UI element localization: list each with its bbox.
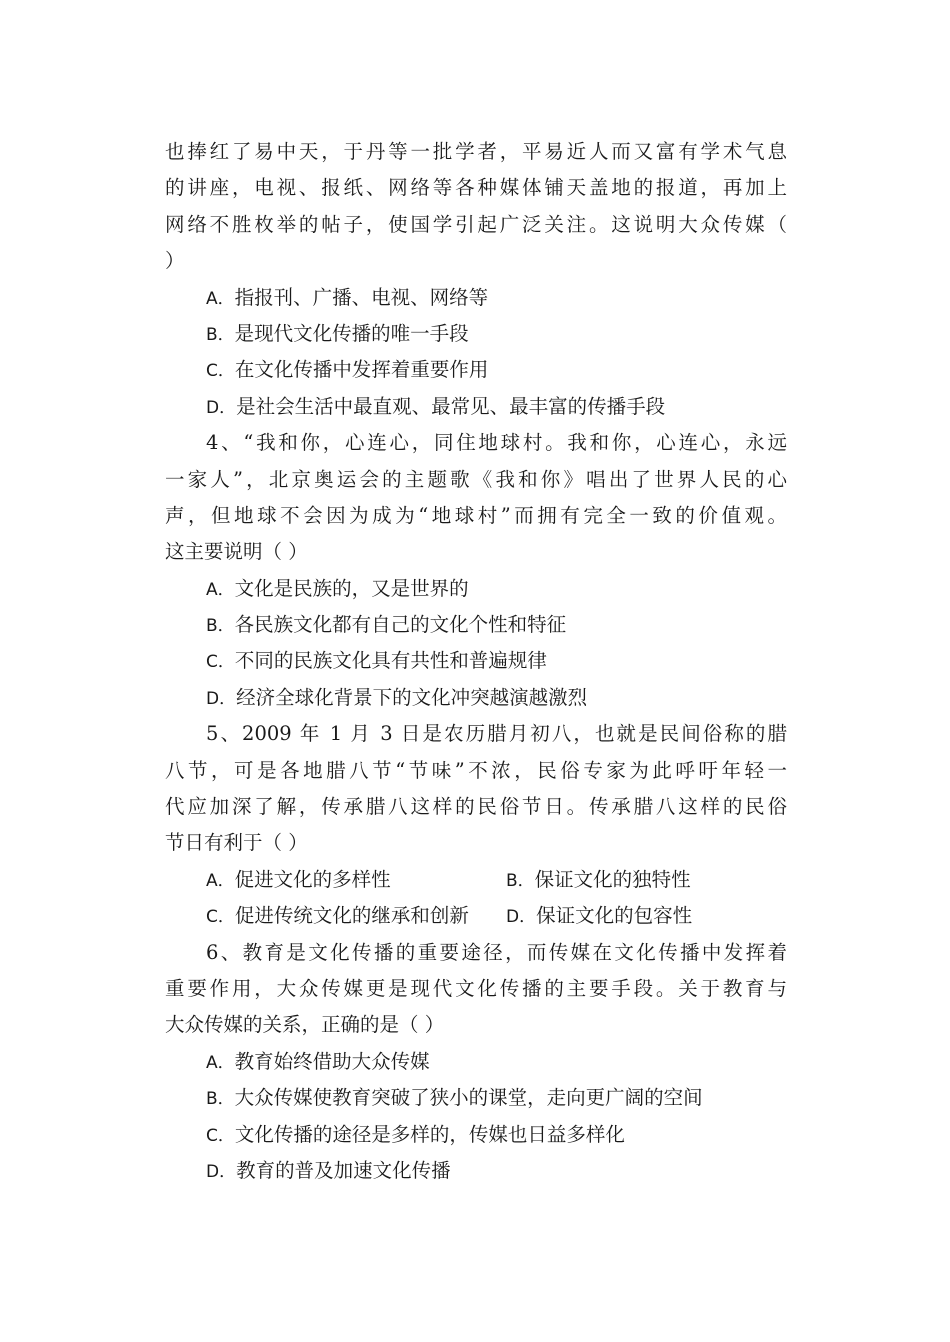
question-4-option-c: C．不同的民族文化具有共性和普遍规律: [206, 649, 547, 673]
question-4: [165, 425, 787, 716]
document-body: [165, 134, 787, 1189]
question-6-stem-line: 6、教育是文化传播的重要途径，而传媒在文化传播中发挥着: [206, 940, 787, 964]
question-3-stem-line: ）: [165, 249, 185, 273]
question-3-option-c: C．在文化传播中发挥着重要作用: [206, 358, 489, 382]
question-3-stem-line: 网络不胜枚举的帖子，使国学引起广泛关注。这说明大众传媒（: [165, 212, 787, 236]
question-3-stem-line: 也捧红了易中天，于丹等一批学者，平易近人而又富有学术气息: [165, 140, 787, 163]
question-5-stem-line: 代应加深了解，传承腊八这样的民俗节日。传承腊八这样的民俗: [165, 795, 787, 819]
question-4-option-d: D．经济全球化背景下的文化冲突越演越激烈: [206, 685, 588, 709]
question-5-options-row: [165, 898, 787, 934]
question-4-stem-line: 声，但地球不会因为成为“地球村”而拥有完全一致的价值观。: [165, 503, 787, 527]
question-5-stem-line: 节日有利于（ ）: [165, 831, 308, 855]
question-5-stem-line: 5、2009 年 1 月 3 日是农历腊月初八，也就是民间俗称的腊: [206, 722, 787, 746]
question-3-option-d: D．是社会生活中最直观、最常见、最丰富的传播手段: [206, 394, 666, 418]
question-5-option-c: C．促进传统文化的继承和创新: [206, 904, 469, 928]
question-3-stem-line: 的讲座，电视、报纸、网络等各种媒体铺天盖地的报道，再加上: [165, 176, 787, 200]
question-6-option-a: A．教育始终借助大众传媒: [206, 1049, 430, 1073]
question-4-stem-line: 一家人”，北京奥运会的主题歌《我和你》唱出了世界人民的心: [165, 467, 787, 491]
question-6-option-b: B．大众传媒使教育突破了狭小的课堂，走向更广阔的空间: [206, 1086, 703, 1110]
question-5-option-d: D．保证文化的包容性: [506, 904, 693, 928]
question-6-stem-line: 重要作用，大众传媒更是现代文化传播的主要手段。关于教育与: [165, 976, 787, 1000]
question-6-option-d: D．教育的普及加速文化传播: [206, 1158, 451, 1182]
question-5-options-row: [165, 862, 787, 898]
question-6: [165, 935, 787, 1190]
question-5-option-a: A．促进文化的多样性: [206, 867, 391, 891]
question-5: [165, 716, 787, 934]
question-4-option-b: B．各民族文化都有自己的文化个性和特征: [206, 613, 567, 637]
question-6-stem-line: 大众传媒的关系，正确的是（ ）: [165, 1013, 445, 1037]
question-3-option-a: A．指报刊、广播、电视、网络等: [206, 285, 489, 309]
question-5-option-b: B．保证文化的独特性: [506, 867, 691, 891]
question-6-option-c: C．文化传播的途径是多样的，传媒也日益多样化: [206, 1122, 625, 1146]
question-3-option-b: B．是现代文化传播的唯一手段: [206, 321, 469, 345]
question-4-option-a: A．文化是民族的，又是世界的: [206, 576, 469, 600]
question-4-stem-line: 4、“我和你，心连心，同住地球村。我和你，心连心，永远: [206, 431, 787, 455]
question-4-stem-line: 这主要说明（ ）: [165, 540, 308, 564]
question-5-stem-line: 八节，可是各地腊八节“节味”不浓，民俗专家为此呼吁年轻一: [165, 758, 787, 782]
question-3: [165, 134, 787, 425]
